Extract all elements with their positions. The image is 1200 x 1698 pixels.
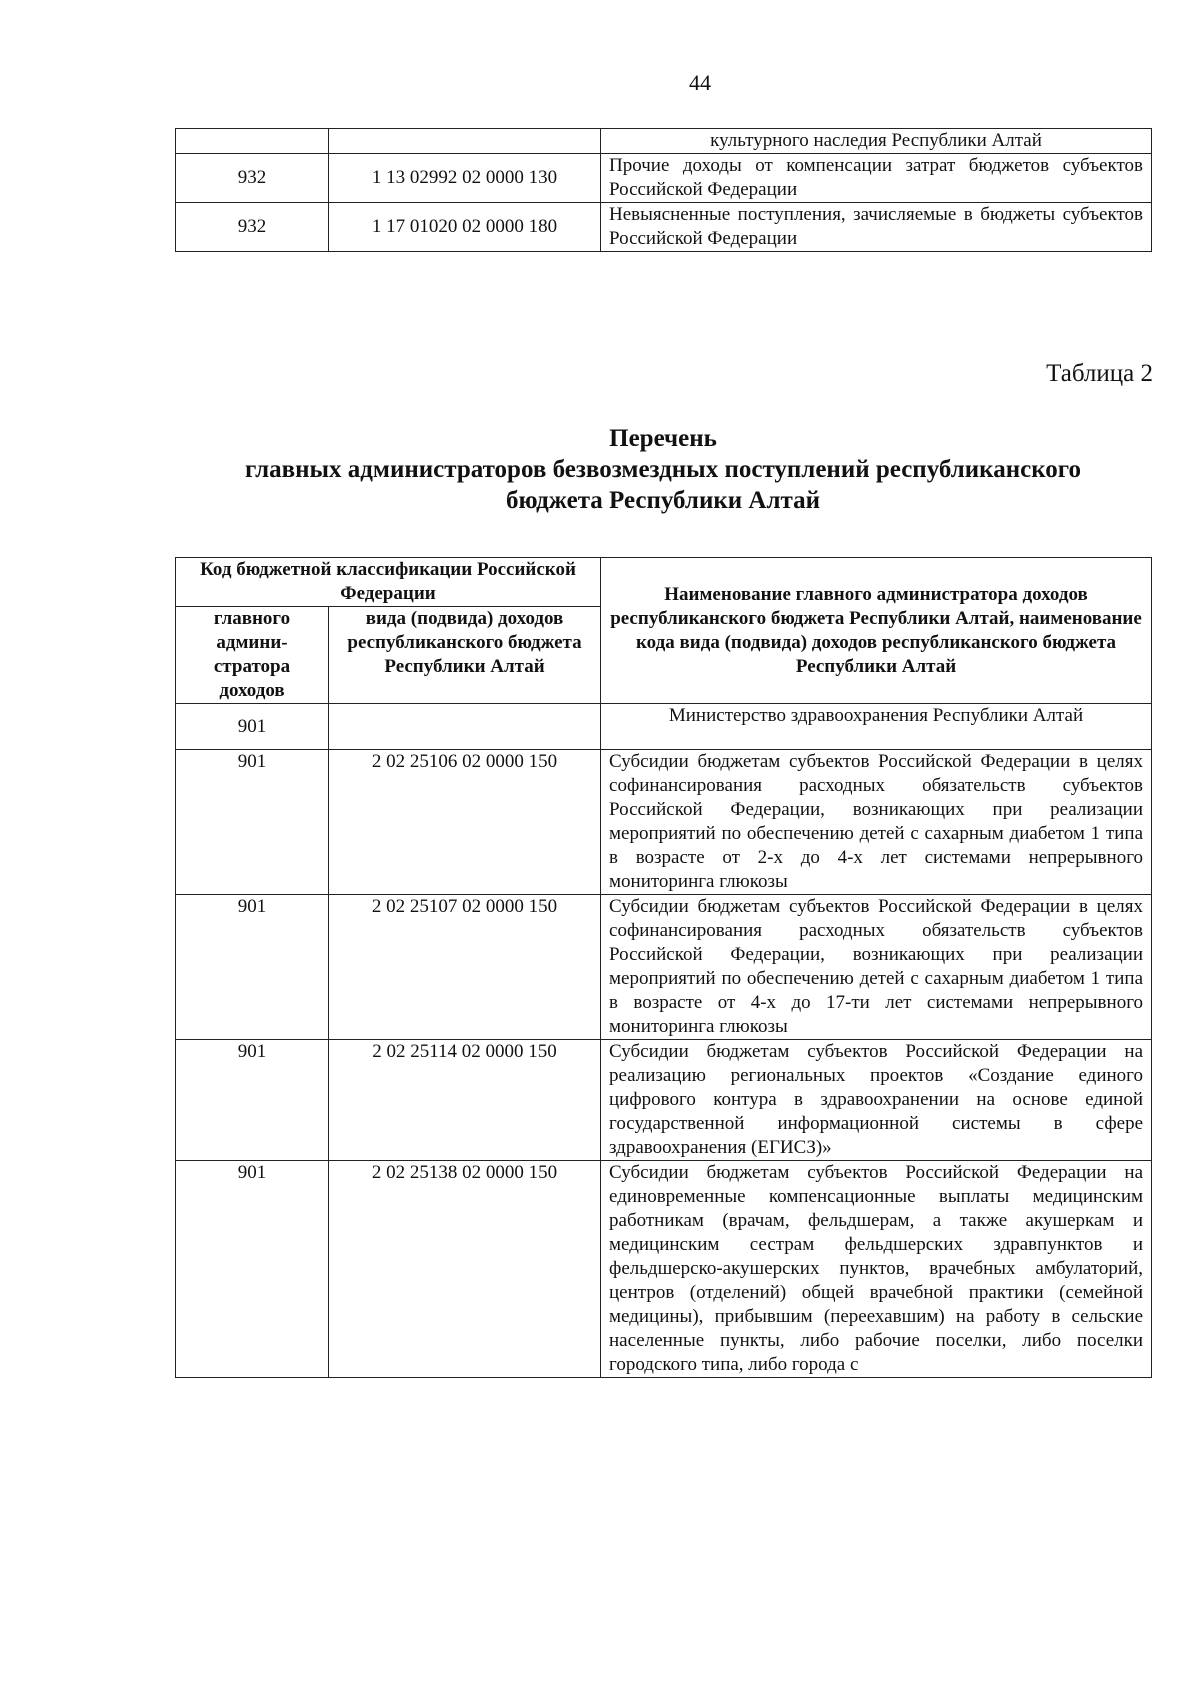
title-line: главных администраторов безвозмездных поступлений республиканского xyxy=(244,456,1082,483)
revenue-name-cell: Субсидии бюджетам субъектов Российской Федерации в целях софинансирования расходных обязательств субъектов Российской Федерации, возникающих при реализации мероприятий по обеспечению детей с сахарным диабетом 1 типа в возрасте от 4-х до 17-ти лет системами непрерывного мониторинга глюкозы xyxy=(601,895,1152,1040)
table-caption: Таблица 2 xyxy=(1046,360,1153,387)
title-line: бюджета Республики Алтай xyxy=(505,487,820,514)
revenue-code-cell: 1 17 01020 02 0000 180 xyxy=(329,203,601,252)
revenue-code-cell: 2 02 25138 02 0000 150 xyxy=(329,1161,601,1378)
revenue-code-cell: 2 02 25114 02 0000 150 xyxy=(329,1040,601,1161)
admin-code-cell: 901 xyxy=(176,750,329,895)
revenue-code-cell: 1 13 02992 02 0000 130 xyxy=(329,154,601,203)
admin-code-cell: 932 xyxy=(176,203,329,252)
revenue-name-cell: Субсидии бюджетам субъектов Российской Федерации на реализацию региональных проектов «Создание единого цифрового контура в здравоохранении на основе единой государственной информационной системы в сфере здравоохранения (ЕГИСЗ)» xyxy=(601,1040,1152,1161)
admin-code-cell: 901 xyxy=(176,704,329,750)
revenue-name-cell: Невыясненные поступления, зачисляемые в бюджеты субъектов Российской Федерации xyxy=(601,203,1152,252)
budget-classification-header: Код бюджетной классификации Российской Федерации xyxy=(176,558,601,607)
admin-code-cell: 932 xyxy=(176,154,329,203)
header-row xyxy=(176,558,1152,607)
document-title xyxy=(175,423,1151,516)
revenue-code-header: вида (подвида) доходов республиканского бюджета Республики Алтай xyxy=(329,607,601,704)
table-row xyxy=(176,203,1152,252)
revenue-name-cell: культурного наследия Республики Алтай xyxy=(601,129,1152,154)
revenue-table-continued xyxy=(175,128,1152,252)
revenue-name-cell: Субсидии бюджетам субъектов Российской Федерации в целях софинансирования расходных обязательств субъектов Российской Федерации, возникающих при реализации мероприятий по обеспечению детей с сахарным диабетом 1 типа в возрасте от 2-х до 4-х лет системами непрерывного мониторинга глюкозы xyxy=(601,750,1152,895)
table-row xyxy=(176,154,1152,203)
administrator-name-header: Наименование главного администратора доходов республиканского бюджета Республики Алтай, наименование кода вида (подвида) доходов республиканского бюджета Республики Алтай xyxy=(601,558,1152,704)
table-row xyxy=(176,704,1152,750)
table-row xyxy=(176,750,1152,895)
revenue-code-cell xyxy=(329,129,601,154)
table-row xyxy=(176,129,1152,154)
revenue-code-cell: 2 02 25107 02 0000 150 xyxy=(329,895,601,1040)
revenue-code-cell xyxy=(329,704,601,750)
admin-code-cell xyxy=(176,129,329,154)
table-row xyxy=(176,1161,1152,1378)
revenue-name-cell: Прочие доходы от компенсации затрат бюджетов субъектов Российской Федерации xyxy=(601,154,1152,203)
revenue-name-cell: Субсидии бюджетам субъектов Российской Федерации на единовременные компенсационные выплаты медицинским работникам (врачам, фельдшерам, а также акушеркам и медицинским сестрам фельдшерских здравпунктов и фельдшерско-акушерских пунктов, врачебных амбулаторий, центров (отделений) общей врачебной практики (семейной медицины), прибывшим (переехавшим) на работу в сельские населенные пункты, либо рабочие поселки, либо поселки городского типа, либо города с xyxy=(601,1161,1152,1378)
admin-code-cell: 901 xyxy=(176,895,329,1040)
administrators-table xyxy=(175,557,1152,1378)
title-line: Перечень xyxy=(609,425,717,452)
admin-code-header: главного админи-стратора доходов xyxy=(176,607,329,704)
admin-code-cell: 901 xyxy=(176,1161,329,1378)
table-row xyxy=(176,1040,1152,1161)
revenue-name-cell: Министерство здравоохранения Республики Алтай xyxy=(601,704,1152,750)
table-row xyxy=(176,895,1152,1040)
admin-code-cell: 901 xyxy=(176,1040,329,1161)
page-number: 44 xyxy=(689,70,711,95)
revenue-code-cell: 2 02 25106 02 0000 150 xyxy=(329,750,601,895)
